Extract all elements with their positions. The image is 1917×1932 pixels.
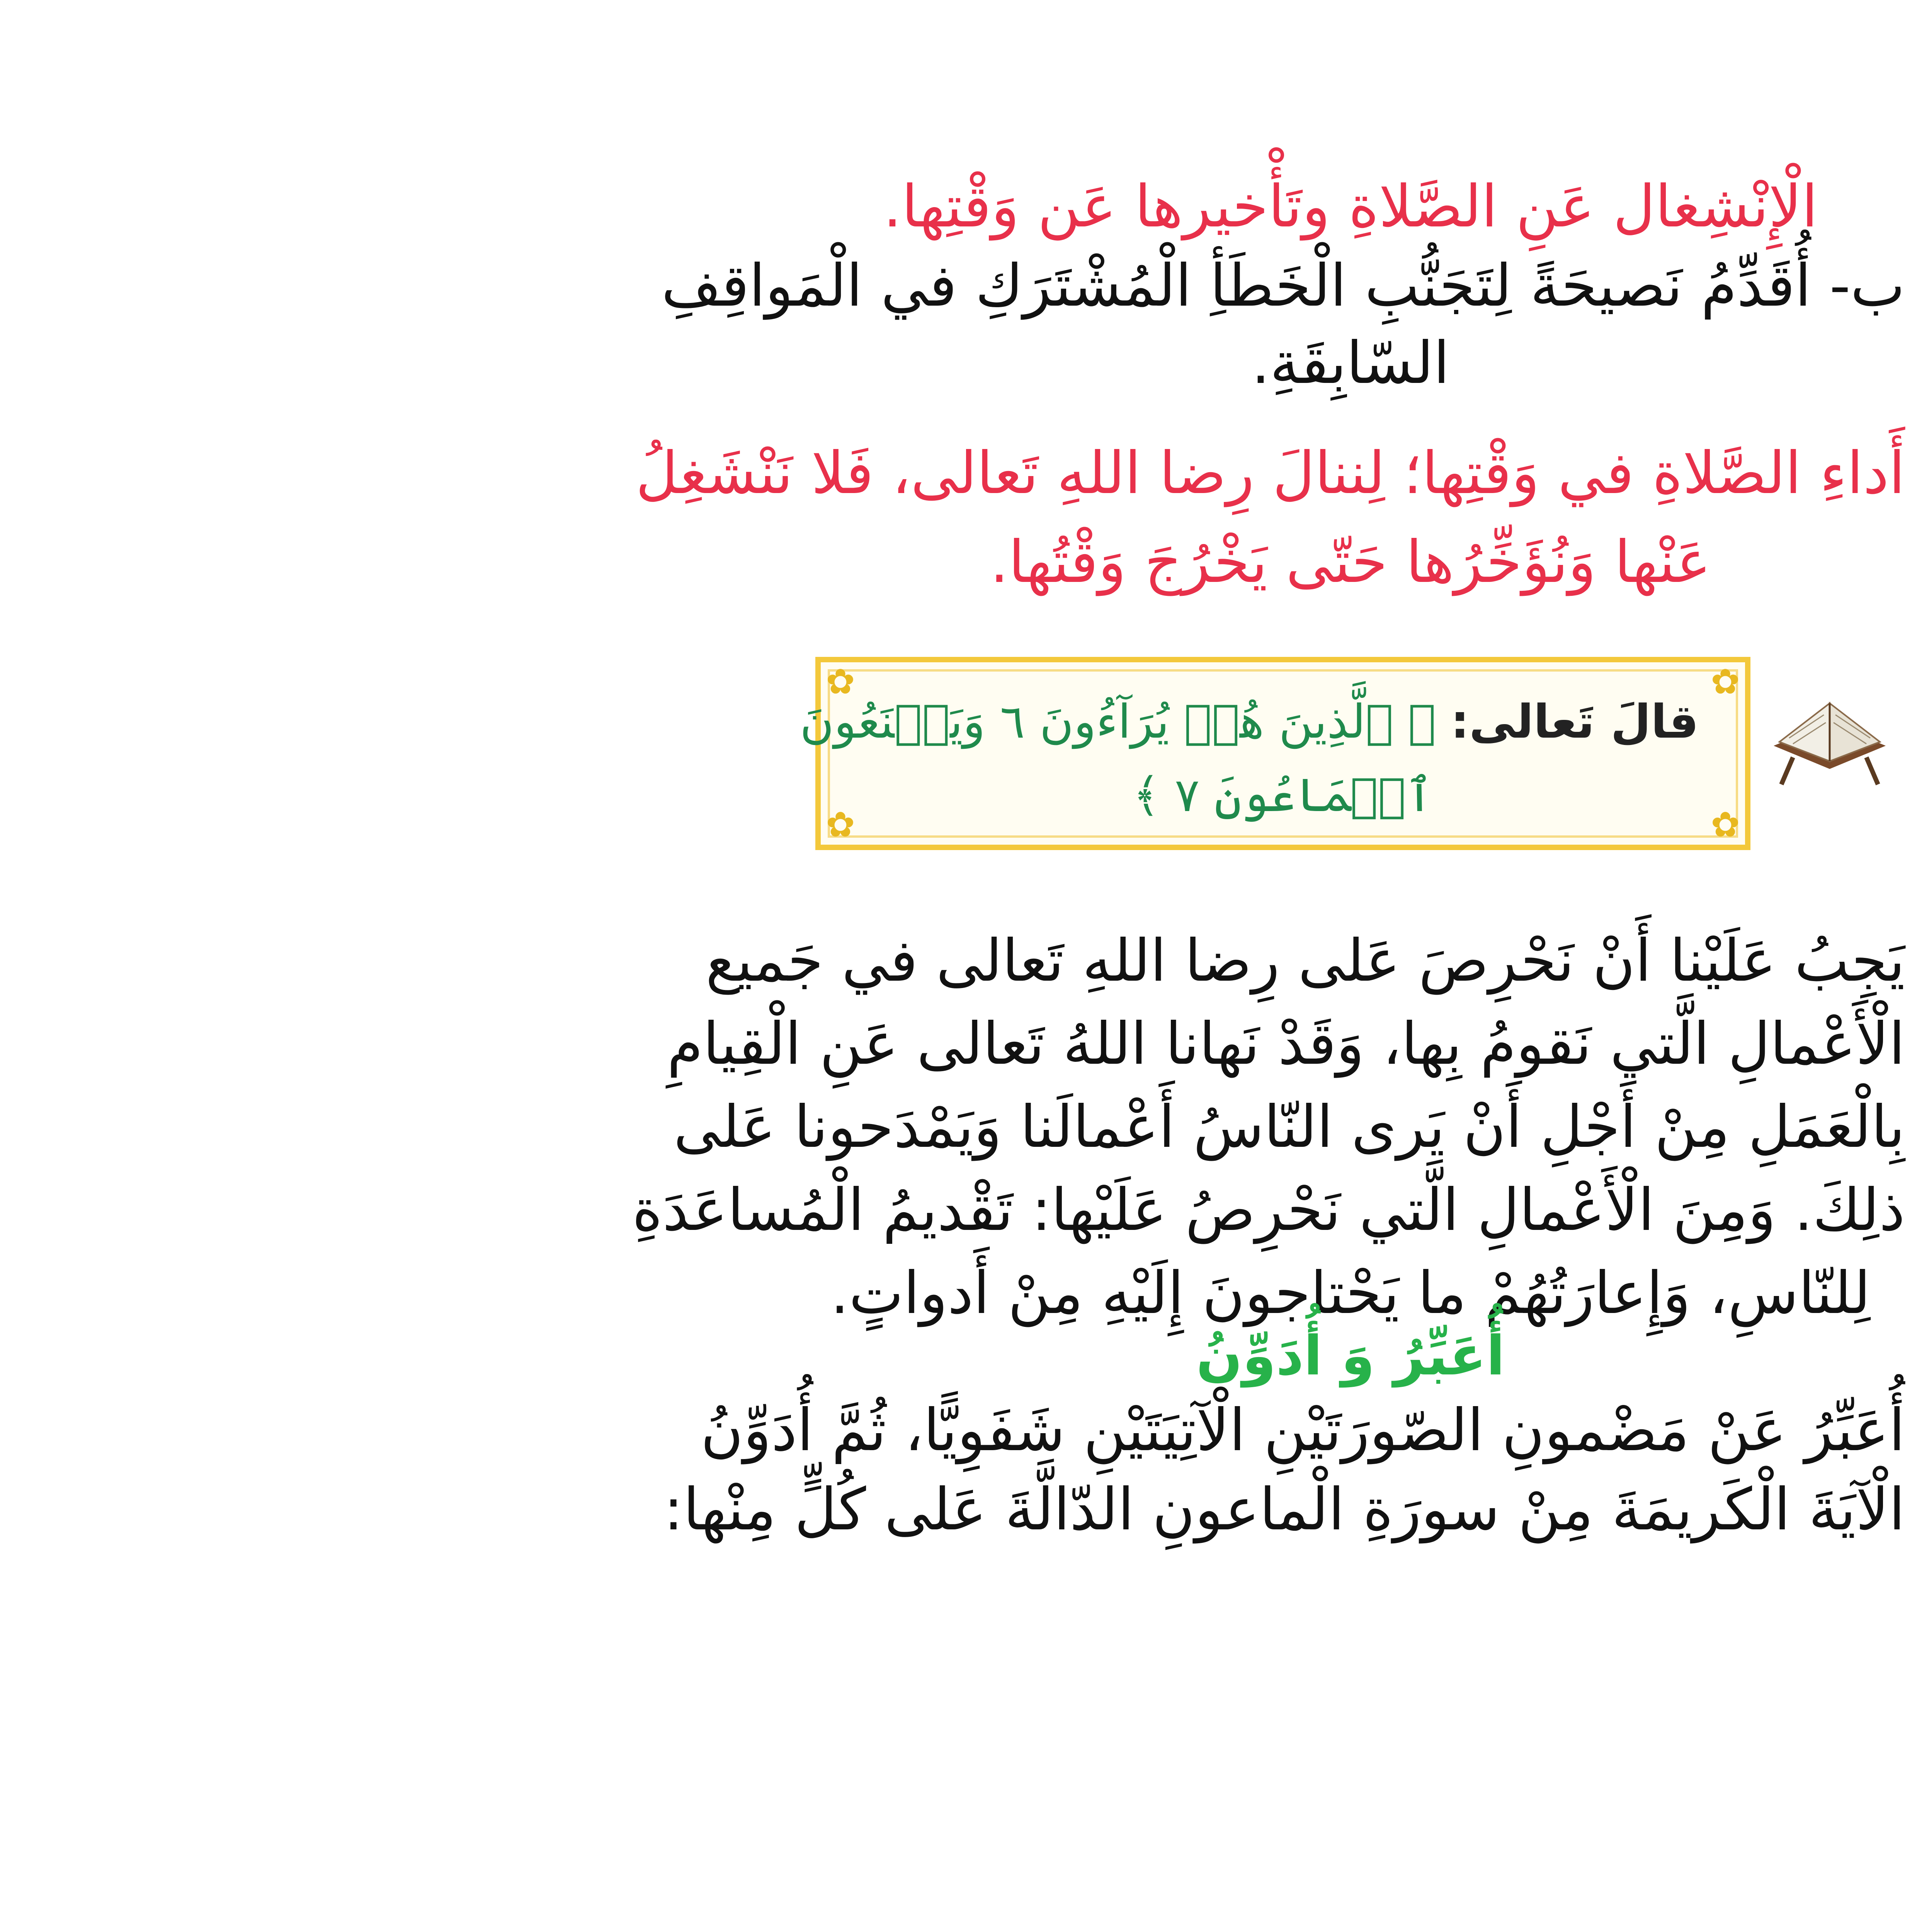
express-task-line-1: أُعَبِّرُ عَنْ مَضْمونِ الصّورَتَيْنِ الْآتِيَتَيْنِ شَفَوِيًّا، ثُمَّ أُدَوِّنُ [701,1397,1905,1464]
explanation-line-2: الْأَعْمالِ الَّتي نَقومُ بِها، وَقَدْ نَهانا اللهُ تَعالى عَنِ الْقِيامِ [667,1010,1905,1078]
question-b-line-1: ب- أُقَدِّمُ نَصيحَةً لِتَجَنُّبِ الْخَطَأِ الْمُشْتَرَكِ في الْمَواقِفِ [661,252,1905,320]
question-b-line-2: السّابِقَةِ. [1251,330,1450,397]
explanation-line-1: يَجِبُ عَلَيْنا أَنْ نَحْرِصَ عَلى رِضا اللهِ تَعالى في جَميع [706,927,1905,995]
verse-intro: قالَ تَعالى: [1451,695,1699,749]
answer-a [796,170,1905,243]
answer-b [636,429,1905,607]
section-heading [796,1321,1905,1391]
explanation-line-4: ذلِكَ. وَمِنَ الْأَعْمالِ الَّتي نَحْرِصُ عَلَيْها: تَقْديمُ الْمُساعَدَةِ [632,1177,1905,1244]
question-b [661,247,1905,402]
express-task-line-2: الْآيَةَ الْكَريمَةَ مِنْ سورَةِ الْماعونِ الدّالَّةَ عَلى كُلٍّ مِنْها: [663,1476,1905,1543]
verse-box [800,657,1750,850]
quran-book-icon [1766,680,1893,796]
answer-b-line-1: أَداءِ الصَّلاةِ في وَقْتِها؛ لِننالَ رِضا اللهِ تَعالى، فَلا نَنْشَغِلُ [636,440,1905,507]
ornament-icon: ✿ [826,662,855,702]
verse-line-1: ﴿ ٱلَّذِينَ هُمۡ يُرَآءُونَ ٦ وَيَمۡنَعُونَ [800,695,1436,749]
explanation-line-5: لِلنّاسِ، وَإِعارَتُهُمْ ما يَحْتاجونَ إِلَيْهِ مِنْ أَدواتٍ. [830,1260,1871,1327]
verse-content [800,685,1699,832]
answer-b-line-2: عَنْها وَنُؤَخِّرُها حَتّى يَخْرُجَ وَقْتُها. [990,529,1711,596]
express-task [663,1391,1905,1549]
express-heading-text: أُعَبِّرُ وَ أُدَوِّنُ [1196,1325,1505,1388]
ornament-icon: ✿ [1711,804,1740,845]
explanation-paragraph [632,920,1905,1335]
ornament-icon: ✿ [826,804,855,845]
explanation-line-3: بِالْعَمَلِ مِنْ أَجْلِ أَنْ يَرى النّاسُ أَعْمالَنا وَيَمْدَحونا عَلى [674,1094,1905,1161]
verse-line-2: ٱلۡمَاعُونَ ٧ ﴾ [1133,769,1433,822]
answer-a-line-1: الْإِنْشِغال عَنِ الصَّلاةِ وتَأْخيرها عَن وَقْتِها. [883,173,1818,240]
ornament-icon: ✿ [1711,662,1740,702]
